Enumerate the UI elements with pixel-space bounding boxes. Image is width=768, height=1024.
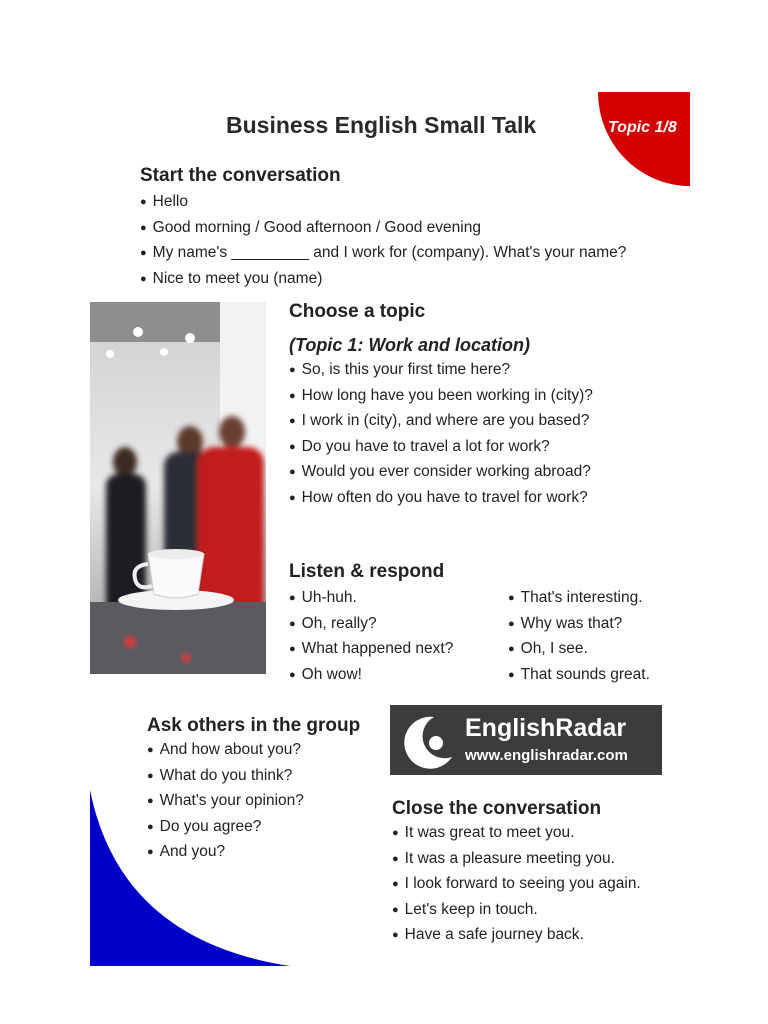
list-item: ● It was a pleasure meeting you. [392, 847, 641, 873]
page-title: Business English Small Talk [226, 112, 537, 138]
list-item: ● Do you agree? [147, 815, 360, 841]
close-list [392, 821, 641, 949]
coffee-meeting-photo [90, 302, 266, 674]
blue-corner-decoration [90, 790, 290, 966]
list-item: ● What happened next? [289, 637, 453, 663]
listen-heading: Listen & respond [289, 561, 445, 582]
list-item: ● Oh wow! [289, 663, 453, 689]
list-item: ● Do you have to travel a lot for work? [289, 435, 593, 461]
listen-list-left [289, 586, 453, 688]
list-item: ● Let's keep in touch. [392, 898, 641, 924]
list-item: ● That's interesting. [508, 586, 650, 612]
ask-heading: Ask others in the group [147, 715, 361, 736]
logo-url: www.englishradar.com [465, 747, 628, 764]
list-item: ● Have a safe journey back. [392, 923, 641, 949]
start-section [140, 165, 626, 292]
choose-heading: Choose a topic [289, 301, 426, 322]
list-item: ● Oh, I see. [508, 637, 650, 663]
close-heading: Close the conversation [392, 798, 602, 819]
englishradar-logo [390, 705, 662, 775]
list-item: ● And you? [147, 840, 360, 866]
start-heading: Start the conversation [140, 165, 341, 186]
close-section [392, 798, 641, 949]
list-item: ● It was great to meet you. [392, 821, 641, 847]
topic-subheading: (Topic 1: Work and location) [289, 335, 531, 355]
list-item: ● Nice to meet you (name) [140, 267, 626, 293]
list-item: ● My name's _________ and I work for (company). What's your name? [140, 241, 626, 267]
list-item: ● Would you ever consider working abroad? [289, 460, 593, 486]
topic-badge-label: Topic 1/8 [608, 119, 677, 136]
list-item: ● Why was that? [508, 612, 650, 638]
radar-moon-icon [400, 713, 456, 769]
choose-list [289, 358, 593, 511]
list-item: ● What's your opinion? [147, 789, 360, 815]
logo-name: EnglishRadar [465, 714, 627, 742]
list-item: ● Hello [140, 190, 626, 216]
listen-list-right [508, 586, 650, 688]
list-item: ● So, is this your first time here? [289, 358, 593, 384]
start-list [140, 190, 626, 292]
listen-heading-wrap [289, 561, 444, 583]
list-item: ● I look forward to seeing you again. [392, 872, 641, 898]
list-item: ● Oh, really? [289, 612, 453, 638]
photo-illustration [90, 302, 266, 674]
list-item: ● How long have you been working in (city)? [289, 384, 593, 410]
list-item: ● Good morning / Good afternoon / Good evening [140, 216, 626, 242]
list-item: ● Uh-huh. [289, 586, 453, 612]
choose-section [289, 301, 593, 511]
list-item: ● I work in (city), and where are you based? [289, 409, 593, 435]
list-item: ● What do you think? [147, 764, 360, 790]
list-item: ● How often do you have to travel for work? [289, 486, 593, 512]
list-item: ● And how about you? [147, 738, 360, 764]
list-item: ● That sounds great. [508, 663, 650, 689]
